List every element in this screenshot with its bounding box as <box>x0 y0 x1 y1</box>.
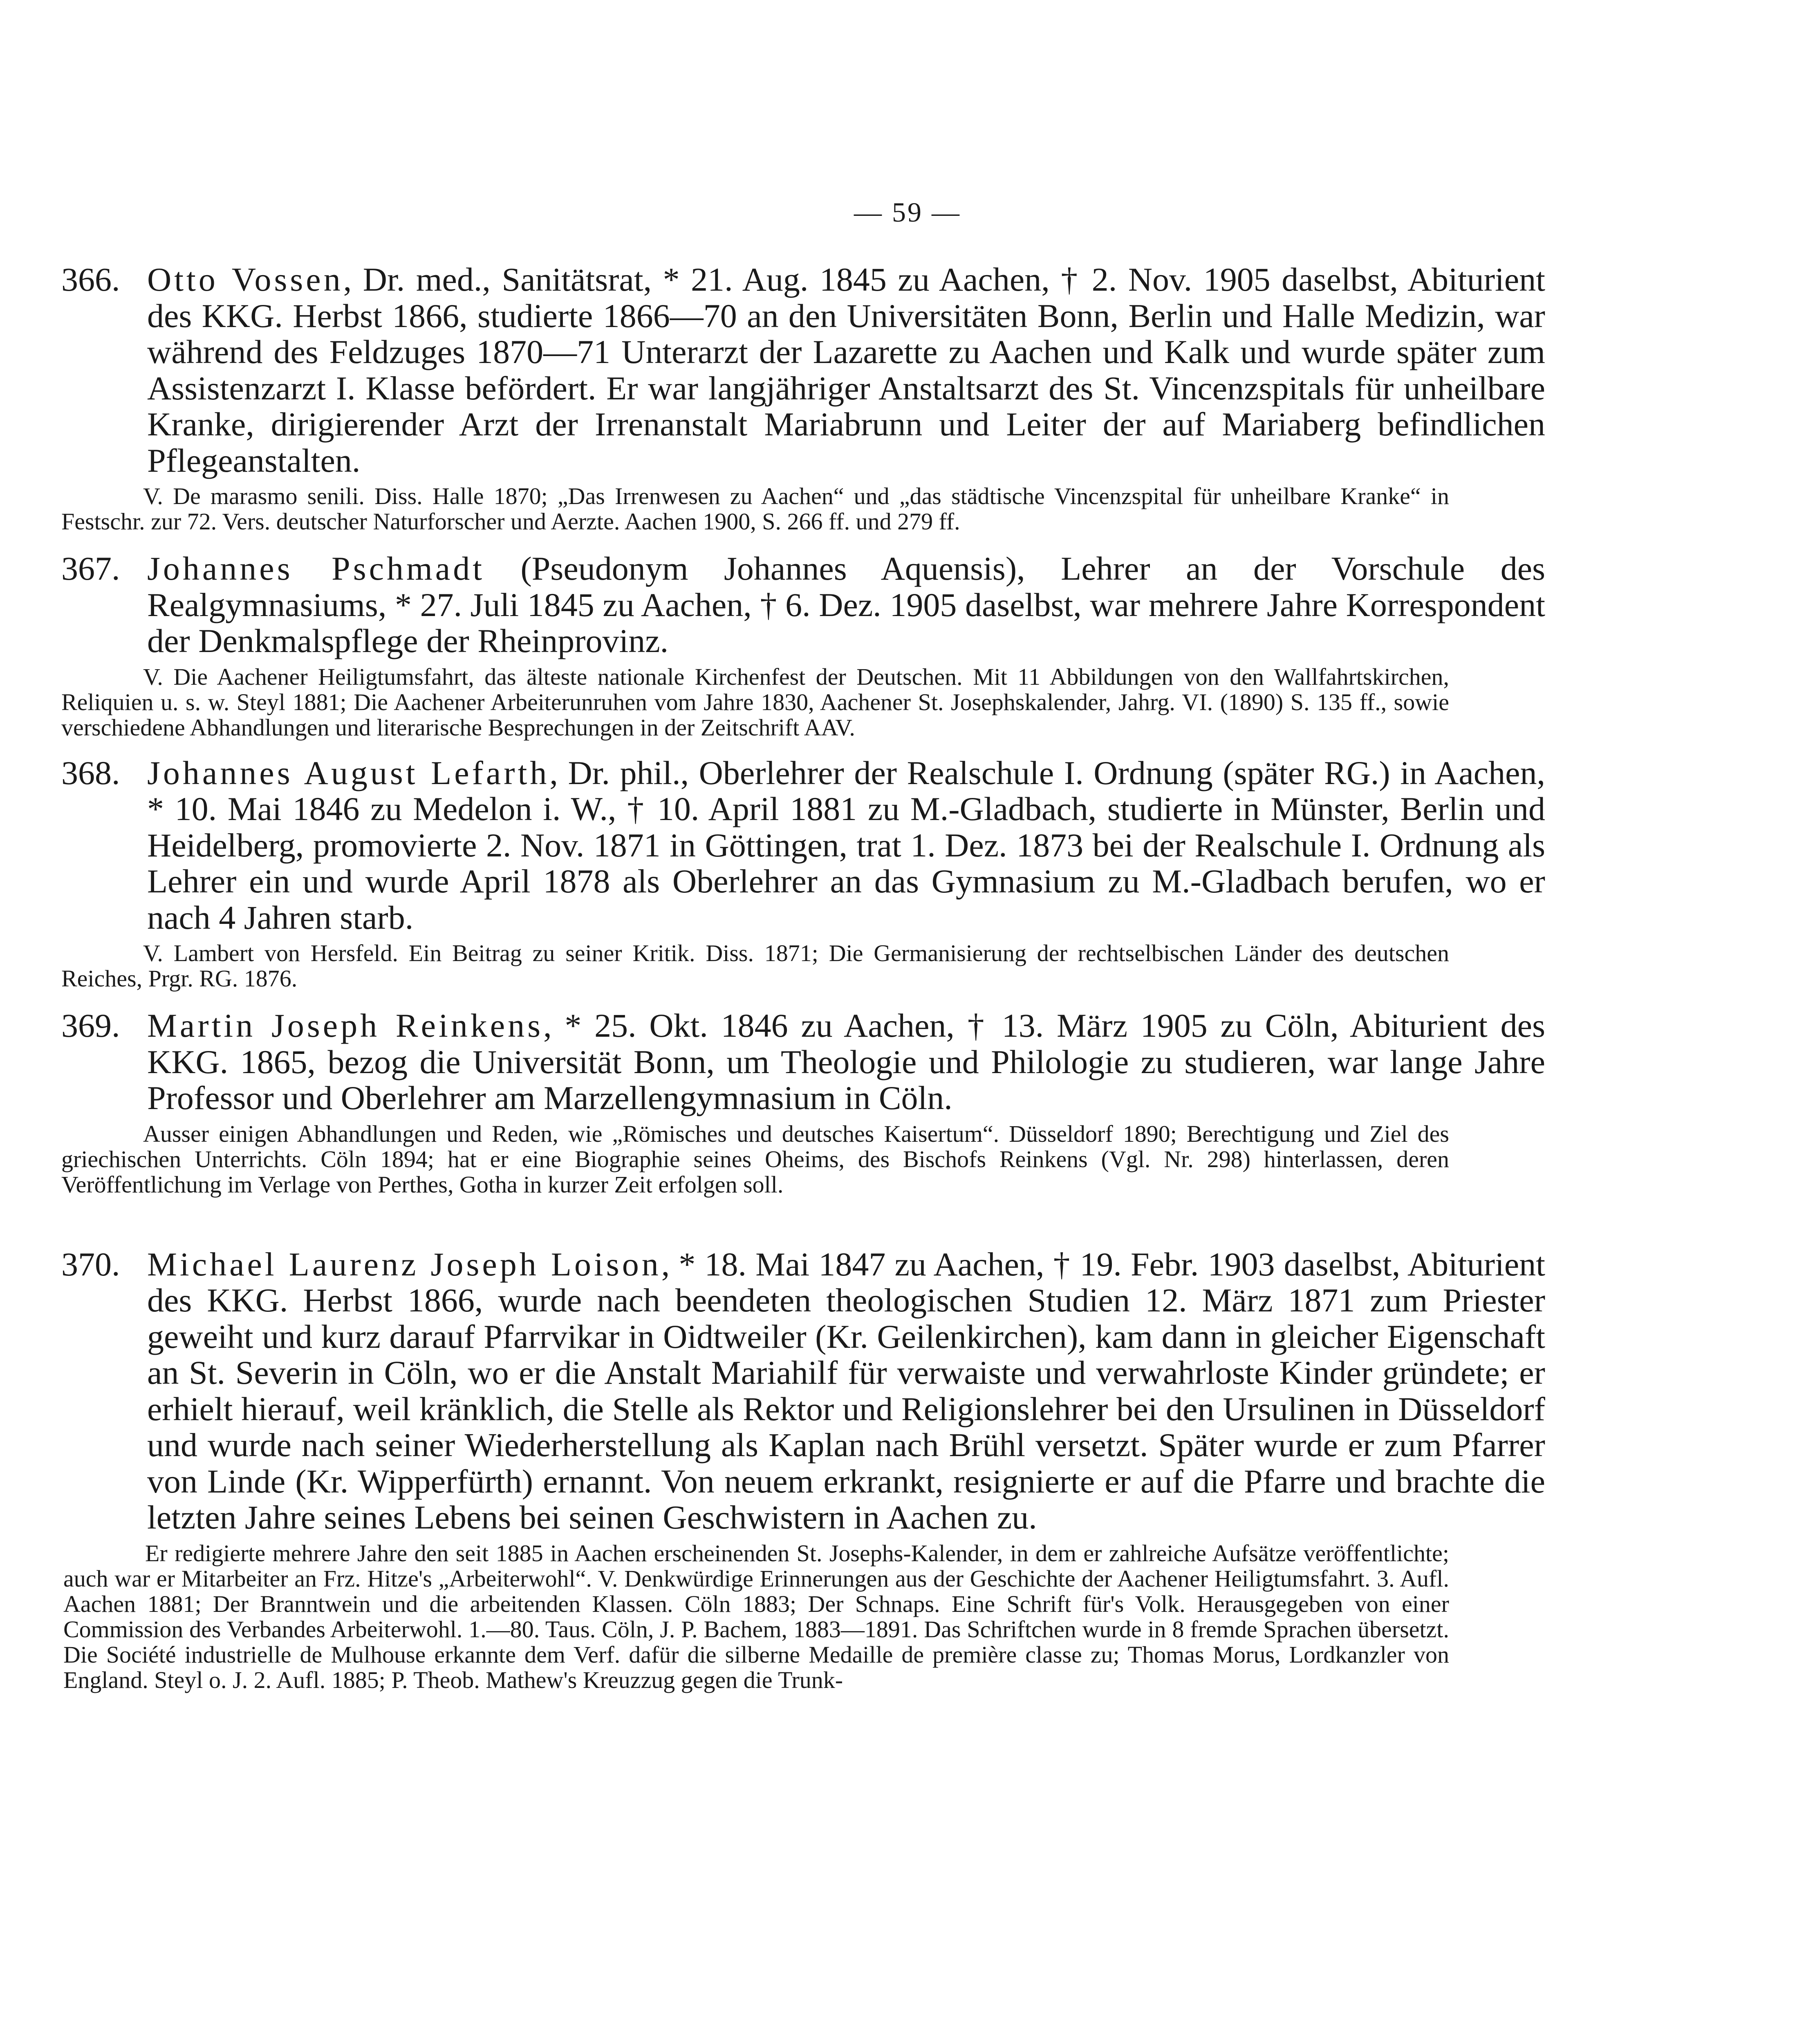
entry-name: Martin Joseph Reinkens <box>147 1007 544 1044</box>
entry-head <box>61 755 1545 936</box>
entry-note: V. De marasmo senili. Diss. Halle 1870; „Das Irrenwesen zu Aachen“ und „das städtische Vincenzspital für unheilbare Kranke“ in Festschr. zur 72. Vers. deutscher Naturforscher und Aerzte. Aachen 1900, S. 266 ff. und 279 ff. <box>61 483 1449 535</box>
entry-name: Otto Vossen <box>147 261 343 298</box>
entry-367 <box>61 551 1545 740</box>
entry-number: 369. <box>61 1007 120 1044</box>
entry-366 <box>61 262 1545 534</box>
entry-note: Ausser einigen Abhandlungen und Reden, wie „Römisches und deutsches Kaisertum“. Düsseldorf 1890; Berechtigung und Ziel des griechischen Unterrichts. Cöln 1894; hat er eine Biographie seines Oheims, des Bischofs Reinkens (Vgl. Nr. 298) hinterlassen, deren Veröffentlichung im Verlage von Perthes, Gotha in kurzer Zeit erfolgen soll. <box>61 1120 1449 1198</box>
page-number: — 59 — <box>854 197 961 228</box>
entry-text: , Dr. phil., Oberlehrer der Realschule I. Ordnung (später RG.) in Aachen, * 10. Mai 1846 zu Medelon i. W., † 10. April 1881 zu M.-Gladbach, studierte in Münster, Berlin und Heidelberg, promovierte 2. Nov. 1871 in Göttingen, trat 1. Dez. 1873 bei der Realschule I. Ordnung als Lehrer ein und wurde April 1878 als Oberlehrer an das Gymnasium zu M.-Gladbach berufen, wo er nach 4 Jahren starb. <box>147 754 1545 936</box>
entry-note: Er redigierte mehrere Jahre den seit 1885 in Aachen erscheinenden St. Josephs-Kalender, in dem er zahlreiche Aufsätze veröffentlichte; auch war er Mitarbeiter an Frz. Hitze's „Arbeiterwohl“. V. Denkwürdige Erinnerungen aus der Geschichte der Aachener Heiligtumsfahrt. 3. Aufl. Aachen 1881; Der Branntwein und die arbeitenden Klassen. Cöln 1883; Der Schnaps. Eine Schrift für's Volk. Herausgegeben von einer Commission des Verbandes Arbeiterwohl. 1.—80. Taus. Cöln, J. P. Bachem, 1883—1891. Das Schriftchen wurde in 8 fremde Sprachen übersetzt. Die Société industrielle de Mulhouse erkannte dem Verf. dafür die silberne Medaille de première classe zu; Thomas Morus, Lordkanzler von England. Steyl o. J. 2. Aufl. 1885; P. Theob. Mathew's Kreuzzug gegen die Trunk- <box>63 1540 1449 1693</box>
entry-text: , Dr. med., Sanitätsrat, * 21. Aug. 1845 zu Aachen, † 2. Nov. 1905 daselbst, Abiturient des KKG. Herbst 1866, studierte 1866—70 an den Universitäten Bonn, Berlin und Halle Medizin, war während des Feldzuges 1870—71 Unterarzt der Lazarette zu Aachen und Kalk und wurde später zum Assistenzarzt I. Klasse befördert. Er war langjähriger Anstaltsarzt des St. Vincenzspitals für unheilbare Kranke, dirigierender Arzt der Irrenanstalt Mariabrunn und Leiter der auf Mariaberg befindlichen Pflegeanstalten. <box>147 261 1545 479</box>
entry-name: Johannes August Lefarth <box>147 754 550 791</box>
entry-number: 367. <box>61 550 120 587</box>
entry-head <box>61 551 1545 659</box>
entry-name: Johannes Pschmadt <box>147 550 485 587</box>
entry-text: (Pseudonym Johannes Aquensis), Lehrer an der Vorschule des Realgymnasiums, * 27. Juli 1845 zu Aachen, † 6. Dez. 1905 daselbst, war mehrere Jahre Korrespondent der Denkmalspflege der Rheinprovinz. <box>147 550 1546 659</box>
entry-note: V. Die Aachener Heiligtumsfahrt, das älteste nationale Kirchenfest der Deutschen. Mit 11 Abbildungen von den Wallfahrtskirchen, Reliquien u. s. w. Steyl 1881; Die Aachener Arbeiterunruhen vom Jahre 1830, Aachener St. Josephskalender, Jahrg. VI. (1890) S. 135 ff., sowie verschiedene Abhandlungen und literarische Besprechungen in der Zeitschrift AAV. <box>61 663 1449 741</box>
entry-number: 370. <box>61 1245 120 1283</box>
entry-number: 368. <box>61 754 120 791</box>
entry-number: 366. <box>61 261 120 298</box>
entry-head <box>61 1246 1545 1536</box>
entry-name: Michael Laurenz Joseph Loison <box>147 1245 661 1283</box>
entry-370 <box>61 1246 1545 1693</box>
entry-head <box>61 1008 1545 1116</box>
page-content <box>61 262 1545 1711</box>
entry-368 <box>61 755 1545 992</box>
entry-note: V. Lambert von Hersfeld. Ein Beitrag zu seiner Kritik. Diss. 1871; Die Germanisierung der rechtselbischen Länder des deutschen Reiches, Prgr. RG. 1876. <box>61 940 1449 992</box>
entry-head <box>61 262 1545 479</box>
entry-369 <box>61 1008 1545 1197</box>
entry-text: , * 18. Mai 1847 zu Aachen, † 19. Febr. 1903 daselbst, Abiturient des KKG. Herbst 1866, wurde nach beendeten theologischen Studien 12. März 1871 zum Priester geweiht und kurz darauf Pfarrvikar in Oidtweiler (Kr. Geilenkirchen), kam dann in gleicher Eigenschaft an St. Severin in Cöln, wo er die Anstalt Mariahilf für verwaiste und verwahrloste Kinder gründete; er erhielt hierauf, weil kränklich, die Stelle als Rektor und Religionslehrer bei den Ursulinen in Düsseldorf und wurde nach seiner Wiederherstellung als Kaplan nach Brühl versetzt. Später wurde er zum Pfarrer von Linde (Kr. Wipperfürth) ernannt. Von neuem erkrankt, resignierte er auf die Pfarre und brachte die letzten Jahre seines Lebens bei seinen Geschwistern in Aachen zu. <box>147 1245 1545 1536</box>
entry-text: , * 25. Okt. 1846 zu Aachen, † 13. März 1905 zu Cöln, Abiturient des KKG. 1865, bezog die Universität Bonn, um Theologie und Philologie zu studieren, war lange Jahre Professor und Oberlehrer am Marzellengymnasium in Cöln. <box>147 1007 1545 1116</box>
